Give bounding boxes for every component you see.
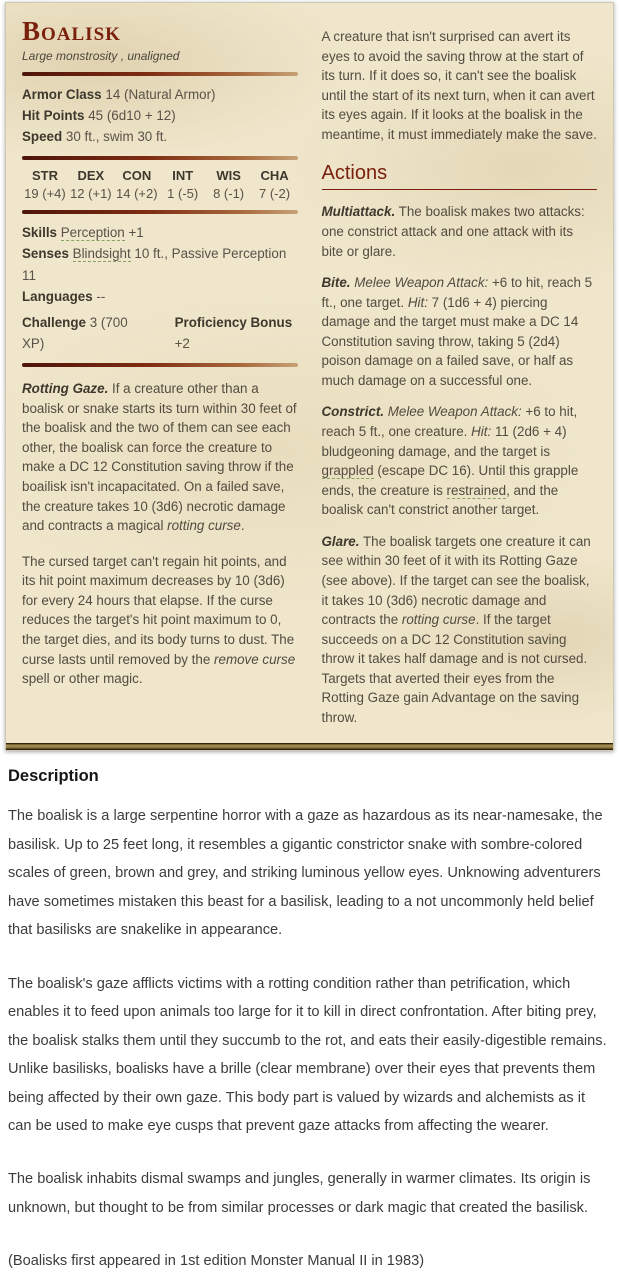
- action-glare: [322, 532, 598, 728]
- ability-value-con: 14 (+2): [116, 186, 158, 202]
- languages-label: Languages: [22, 288, 93, 304]
- ability-value-str: 19 (+4): [24, 186, 66, 202]
- hit-label-italic: Hit:: [407, 294, 428, 310]
- action-text: , and the boalisk can't constrict another target.: [321, 482, 559, 518]
- description-paragraph: (Boalisks first appeared in 1st edition Monster Manual II in 1983): [8, 1253, 425, 1270]
- rotting-curse-italic: rotting curse: [401, 612, 476, 628]
- senses-line: [22, 243, 298, 285]
- tapered-rule-divider: [22, 210, 298, 214]
- action-constrict: [322, 402, 598, 519]
- armor-class-label: Armor Class: [22, 86, 102, 102]
- action-text: 11 (2d6 + 4) bludgeoning damage, and the target is: [321, 424, 567, 459]
- action-text: 7 (1d6 + 4) piercing damage and the target must make a DC 14 Constitution saving throw, taking 5 (2d4) poison damage on a failed save, or half as much damage on a successful one.: [321, 294, 579, 388]
- skills-value: +1: [124, 225, 144, 241]
- monster-meta: Large monstrosity , unaligned: [22, 48, 180, 63]
- ability-header-con: CON: [122, 168, 152, 184]
- trait-rotting-gaze: [22, 379, 298, 536]
- action-text: The boalisk makes two attacks: one constrict attack and one attack with its bite or glare.: [321, 204, 585, 259]
- ability-value-cha: 7 (-2): [259, 186, 291, 202]
- hit-points-label: Hit Points: [22, 107, 85, 123]
- trait-text: The cursed target can't regain hit points, and its hit point maximum decreases by 10 (3d6) for every 24 hours that elapse. If the curse reduces the target's hit point maximum to 0, the target dies, and its body turns to dust. The curse lasts until removed by the: [22, 553, 295, 667]
- hit-label-italic: Hit:: [471, 424, 492, 439]
- tapered-rule-divider: [22, 156, 298, 160]
- stat-block-left-column: [22, 13, 298, 727]
- challenge-pair: [22, 312, 141, 354]
- attack-type-italic: Melee Weapon Attack:: [350, 275, 489, 291]
- description-paragraph: The boalisk's gaze afflicts victims with a rotting condition rather than petrification, which enables it to feed upon animals too large for it to kill in direct confrontation. After biting prey, the boalisk stalks them until they succumb to the rot, and eats their easily-digestible remains. Unlike basilisks, boalisks have a brille (clear membrane) over their eyes that prevents them being affected by their own gaze. This body part is valued by wizards and alchemists as it can be used to make eye cusps that prevent gaze attacks from affecting the wearer.: [8, 975, 607, 1134]
- grappled-condition-link[interactable]: grappled: [321, 463, 374, 479]
- challenge-line: [22, 312, 298, 354]
- action-text: (escape DC 16). Until this grapple ends, the creature is: [321, 463, 579, 498]
- description-heading: Description: [8, 767, 99, 786]
- action-text: The boalisk targets one creature it can see within 30 feet of it with its Rotting Gaze (see above). If the target can see the boalisk, it takes 10 (3d6) necrotic damage and contracts the: [321, 533, 591, 628]
- action-text: +6 to hit, reach 5 ft., one target.: [321, 275, 593, 310]
- speed-value: 30 ft., swim 30 ft.: [65, 129, 168, 145]
- trait-text: If a creature other than a boalisk or snake starts its turn within 30 feet of the boalisk and the two of them can see each other, the boalisk can force the creature to make a DC 12 Constitution saving throw if the boailisk isn't incapacitated. On a failed save, the creature takes 10 (3d6) necrotic damage and contracts a magical: [22, 381, 297, 534]
- stat-block-right-column: [322, 13, 598, 727]
- ability-value-wis: 8 (-1): [213, 186, 245, 202]
- challenge-value: 3 (700 XP): [22, 314, 128, 352]
- action-bite: [322, 273, 598, 390]
- senses-value: 10 ft., Passive Perception 11: [22, 246, 287, 283]
- remove-curse-italic: remove curse: [214, 651, 296, 667]
- languages-line: [22, 286, 298, 307]
- action-text: . If the target succeeds on a DC 12 Constitution saving throw it takes half damage and is not cursed. Targets that averted their eyes from the Rotting Gaze gain Advantage on the saving throw.: [321, 612, 588, 725]
- action-name: Bite.: [321, 275, 351, 291]
- action-name: Constrict.: [321, 404, 384, 420]
- actions-heading: Actions: [322, 162, 598, 190]
- action-text: +6 to hit, reach 5 ft., one creature.: [321, 404, 578, 439]
- armor-class-line: [22, 84, 298, 105]
- action-multiattack: [322, 202, 598, 261]
- senses-label: Senses: [22, 246, 69, 262]
- ability-value-dex: 12 (+1): [70, 186, 112, 202]
- challenge-label: Challenge: [22, 314, 86, 330]
- ability-header-wis: WIS: [216, 168, 241, 184]
- perception-skill-link[interactable]: Perception: [60, 225, 125, 241]
- proficiency-value: +2: [174, 336, 190, 352]
- rotting-curse-italic: rotting curse: [167, 518, 241, 534]
- skills-label: Skills: [22, 225, 57, 241]
- trait-text-end: .: [240, 518, 245, 534]
- speed-label: Speed: [22, 129, 63, 145]
- blindsight-link[interactable]: Blindsight: [72, 246, 131, 262]
- trait-cursed-target: [22, 552, 298, 689]
- armor-class-value: 14 (Natural Armor): [105, 86, 216, 102]
- hit-points-value: 45 (6d10 + 12): [88, 107, 176, 123]
- speed-line: [22, 126, 298, 147]
- description-section: [0, 751, 619, 1285]
- tapered-rule-divider: [22, 72, 298, 76]
- trait-text: A creature that isn't surprised can avert its eyes to avoid the saving throw at the start of its turn. If it does so, it can't see the boalisk until the start of its next turn, when it can avert its eyes again. If it looks at the boalisk in the meantime, it must immediately make the save.: [321, 29, 597, 142]
- restrained-condition-link[interactable]: restrained: [446, 482, 507, 498]
- page: [0, 2, 619, 1286]
- ability-header-int: INT: [172, 168, 194, 184]
- proficiency-pair: [175, 312, 298, 354]
- trait-text: spell or other magic.: [22, 671, 143, 687]
- trait-name: Rotting Gaze.: [22, 381, 109, 397]
- skills-line: [22, 222, 298, 243]
- ability-header-str: STR: [31, 168, 58, 184]
- ability-value-int: 1 (-5): [167, 186, 199, 202]
- ability-header-cha: CHA: [260, 168, 289, 184]
- hit-points-line: [22, 105, 298, 126]
- stat-block-columns: [6, 3, 613, 743]
- trait-avert-eyes: [322, 27, 598, 144]
- languages-value: --: [96, 288, 106, 304]
- monster-name: Boalisk: [22, 16, 121, 46]
- description-paragraph: The boalisk is a large serpentine horror with a gaze as hazardous as its near-namesake, the basilisk. Up to 25 feet long, it resembles a gigantic constrictor snake with sombre-colored scales of green, brown and grey, and striking luminous yellow eyes. Unknowing adventurers have sometimes mistaken this beast for a basilisk, leading to a not uncommonly held belief that basilisks are snakelike in appearance.: [8, 808, 603, 939]
- ability-scores-table: [22, 168, 298, 201]
- proficiency-label: Proficiency Bonus: [174, 314, 293, 330]
- action-name: Multiattack.: [321, 204, 396, 220]
- description-paragraph: The boalisk inhabits dismal swamps and jungles, generally in warmer climates. Its origin is unknown, but thought to be from similar processes or dark magic that created the basilisk.: [8, 1171, 591, 1216]
- action-name: Glare.: [321, 533, 360, 549]
- attack-type-italic: Melee Weapon Attack:: [384, 404, 522, 420]
- monster-stat-block: [5, 2, 614, 751]
- ability-header-dex: DEX: [77, 168, 105, 184]
- tapered-rule-divider: [22, 363, 298, 367]
- stat-block-bottom-bar: [6, 743, 613, 750]
